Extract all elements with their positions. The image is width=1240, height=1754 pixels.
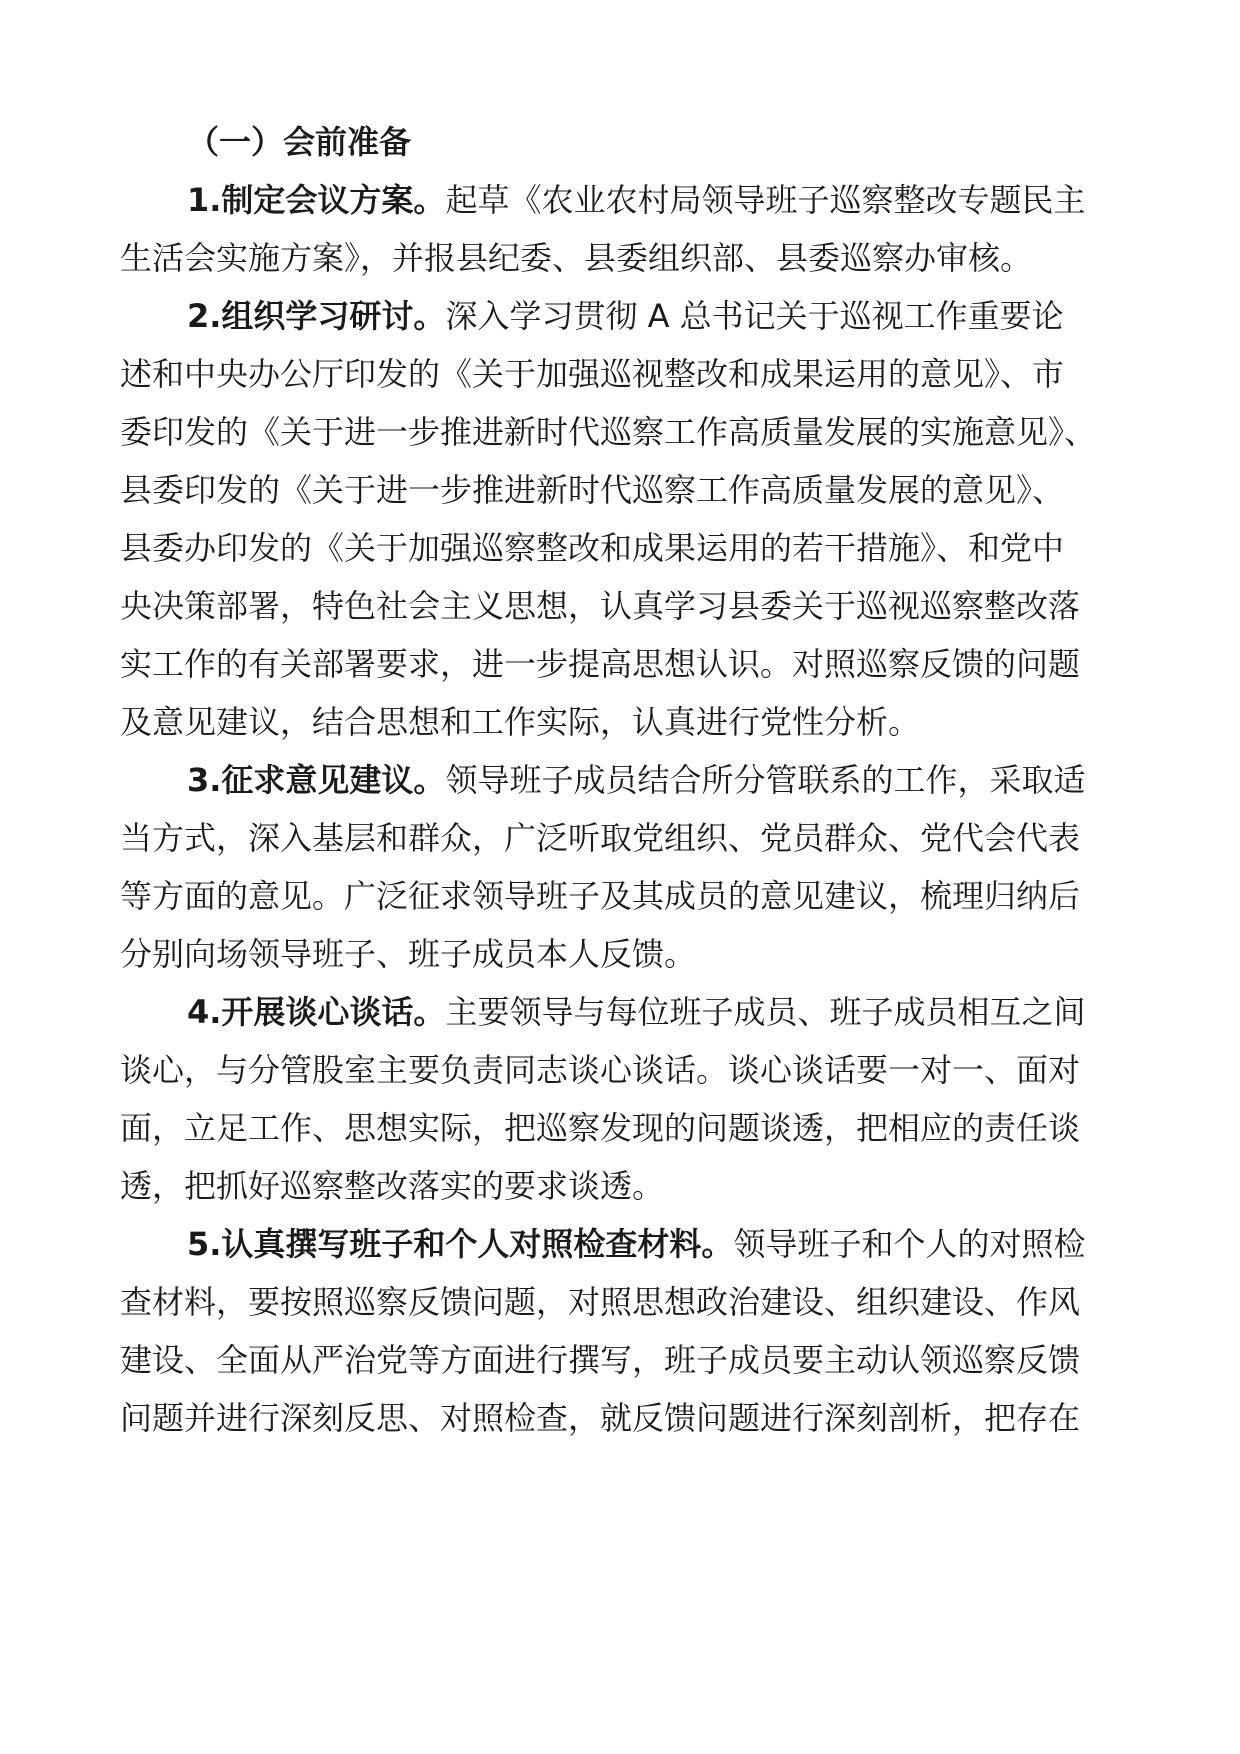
item-5-text-3: 建设、全面从严治党等方面进行撰写，班子成员要主动认领巡察反馈 <box>120 1341 1081 1379</box>
item-4-text-1: 主要领导与每位班子成员、班子成员相互之间 <box>445 993 1086 1031</box>
item-3-text-2: 当方式，深入基层和群众，广泛听取党组织、党员群众、党代会代表 <box>120 819 1081 857</box>
item-2-title: 2.组织学习研讨。 <box>187 297 446 335</box>
section-heading: （一）会前准备 <box>187 123 412 161</box>
item-3-text-1: 领导班子成员结合所分管联系的工作，采取适 <box>445 761 1086 799</box>
item-5-text-1: 领导班子和个人的对照检 <box>733 1225 1086 1263</box>
item-1-text-2: 生活会实施方案》，并报县纪委、县委组织部、县委巡察办审核。 <box>120 239 1033 277</box>
item-2-text-8: 及意见建议，结合思想和工作实际，认真进行党性分析。 <box>120 703 921 741</box>
item-4-text-2: 谈心，与分管股室主要负责同志谈心谈话。谈心谈话要一对一、面对 <box>120 1051 1081 1089</box>
item-2-text-5: 县委办印发的《关于加强巡察整改和成果运用的若干措施》、和党中 <box>120 529 1065 567</box>
paragraph-2-line-1 <box>187 294 1130 338</box>
item-2-text-1: 深入学习贯彻 A 总书记关于巡视工作重要论 <box>445 297 1064 335</box>
item-2-text-2: 述和中央办公厅印发的《关于加强巡视整改和成果运用的意见》、市 <box>120 355 1065 393</box>
item-2-text-4: 县委印发的《关于进一步推进新时代巡察工作高质量发展的意见》、 <box>120 471 1065 509</box>
item-2-text-7: 实工作的有关部署要求，进一步提高思想认识。对照巡察反馈的问题 <box>120 645 1081 683</box>
paragraph-3-line-1 <box>187 758 1130 802</box>
item-2-text-3: 委印发的《关于进一步推进新时代巡察工作高质量发展的实施意见》、 <box>120 413 1097 451</box>
paragraph-5-line-1 <box>187 1222 1130 1266</box>
item-3-text-4: 分别向场领导班子、班子成员本人反馈。 <box>120 935 697 973</box>
item-4-title: 4.开展谈心谈话。 <box>187 993 446 1031</box>
item-1-title: 1.制定会议方案。 <box>187 181 446 219</box>
item-5-text-2: 查材料，要按照巡察反馈问题，对照思想政治建设、组织建设、作风 <box>120 1283 1081 1321</box>
item-3-title: 3.征求意见建议。 <box>187 761 446 799</box>
paragraph-4-line-1 <box>187 990 1130 1034</box>
item-1-text-1: 起草《农业农村局领导班子巡察整改专题民主 <box>445 181 1086 219</box>
item-2-text-6: 央决策部署，特色社会主义思想，认真学习县委关于巡视巡察整改落 <box>120 587 1081 625</box>
item-5-text-4: 问题并进行深刻反思、对照检查，就反馈问题进行深刻剖析，把存在 <box>120 1399 1081 1437</box>
item-3-text-3: 等方面的意见。广泛征求领导班子及其成员的意见建议，梳理归纳后 <box>120 877 1081 915</box>
paragraph-1-line-1 <box>187 178 1130 222</box>
item-4-text-3: 面，立足工作、思想实际，把巡察发现的问题谈透，把相应的责任谈 <box>120 1109 1081 1147</box>
item-4-text-4: 透，把抓好巡察整改落实的要求谈透。 <box>120 1167 665 1205</box>
item-5-title: 5.认真撰写班子和个人对照检查材料。 <box>187 1225 734 1263</box>
